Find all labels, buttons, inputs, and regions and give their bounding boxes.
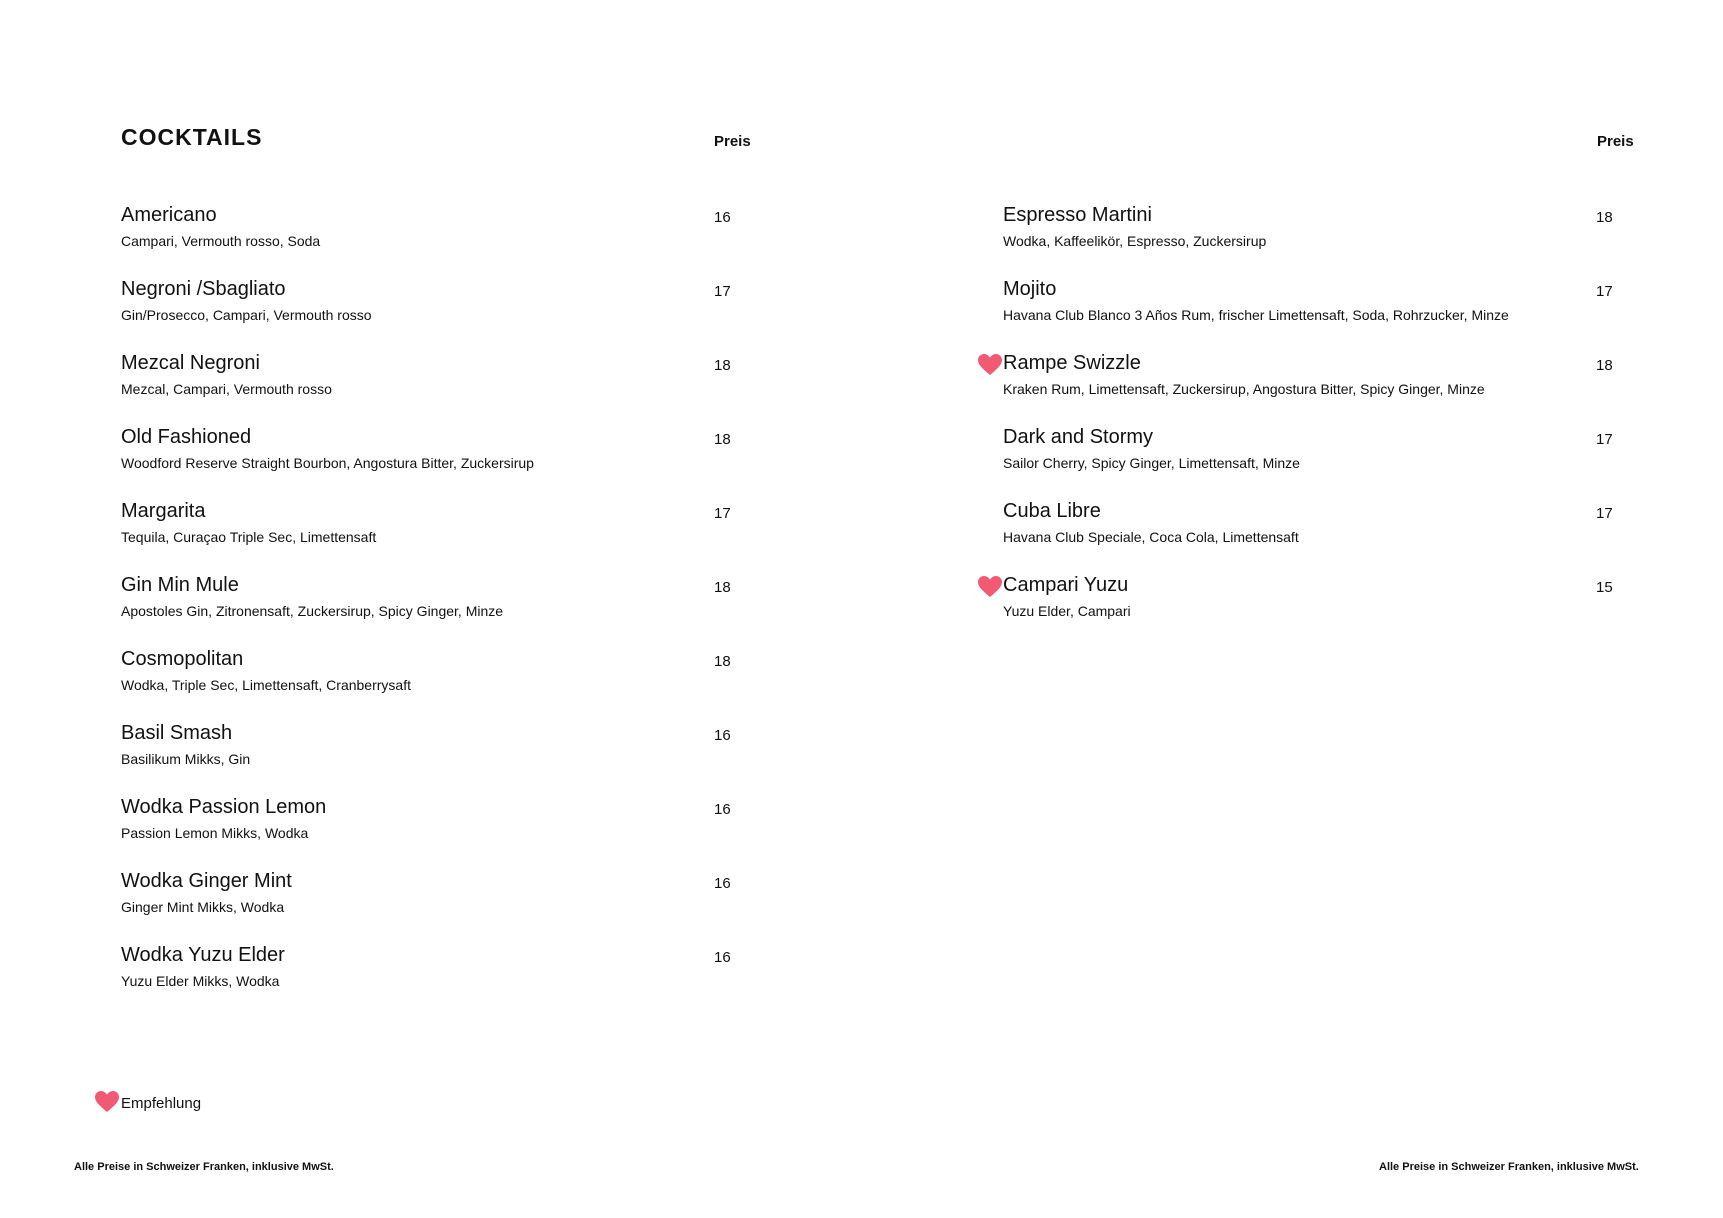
item-description: Wodka, Kaffeelikör, Espresso, Zuckersirup bbox=[1003, 233, 1267, 249]
item-price: 16 bbox=[714, 801, 731, 818]
item-price: 17 bbox=[1596, 283, 1613, 300]
menu-item bbox=[121, 867, 761, 941]
item-price: 18 bbox=[714, 653, 731, 670]
item-price: 16 bbox=[714, 727, 731, 744]
menu-item bbox=[121, 719, 761, 793]
heart-icon bbox=[978, 354, 1002, 376]
item-price: 16 bbox=[714, 209, 731, 226]
left-menu-column bbox=[121, 201, 761, 1015]
item-name: Old Fashioned bbox=[121, 426, 252, 448]
menu-item bbox=[1003, 571, 1643, 645]
heart-icon bbox=[978, 576, 1002, 598]
item-description: Yuzu Elder Mikks, Wodka bbox=[121, 973, 280, 989]
item-name: Cuba Libre bbox=[1003, 500, 1101, 522]
item-name: Rampe Swizzle bbox=[1003, 352, 1141, 374]
menu-item bbox=[121, 349, 761, 423]
item-name: Wodka Yuzu Elder bbox=[121, 944, 285, 966]
item-price: 17 bbox=[714, 283, 731, 300]
right-menu-column bbox=[1003, 201, 1643, 645]
item-name: Mezcal Negroni bbox=[121, 352, 260, 374]
item-price: 17 bbox=[714, 505, 731, 522]
item-price: 18 bbox=[714, 579, 731, 596]
price-column-header-left: Preis bbox=[714, 133, 751, 150]
menu-item bbox=[1003, 349, 1643, 423]
menu-item bbox=[121, 275, 761, 349]
legend-label: Empfehlung bbox=[121, 1095, 202, 1112]
item-price: 16 bbox=[714, 949, 731, 966]
item-description: Tequila, Curaçao Triple Sec, Limettensaft bbox=[121, 529, 377, 545]
item-description: Yuzu Elder, Campari bbox=[1003, 603, 1131, 619]
page-title: COCKTAILS bbox=[121, 124, 263, 150]
menu-item bbox=[121, 497, 761, 571]
item-description: Kraken Rum, Limettensaft, Zuckersirup, Angostura Bitter, Spicy Ginger, Minze bbox=[1003, 381, 1485, 397]
item-name: Negroni /Sbagliato bbox=[121, 278, 286, 300]
item-name: Margarita bbox=[121, 500, 206, 522]
item-name: Dark and Stormy bbox=[1003, 426, 1154, 448]
item-description: Ginger Mint Mikks, Wodka bbox=[121, 899, 285, 915]
item-name: Mojito bbox=[1003, 278, 1057, 300]
item-name: Basil Smash bbox=[121, 722, 233, 744]
item-price: 18 bbox=[714, 431, 731, 448]
item-price: 17 bbox=[1596, 505, 1613, 522]
item-name: Espresso Martini bbox=[1003, 204, 1152, 226]
item-price: 18 bbox=[714, 357, 731, 374]
item-description: Woodford Reserve Straight Bourbon, Angostura Bitter, Zuckersirup bbox=[121, 455, 534, 471]
item-description: Wodka, Triple Sec, Limettensaft, Cranberrysaft bbox=[121, 677, 411, 693]
item-price: 16 bbox=[714, 875, 731, 892]
item-description: Passion Lemon Mikks, Wodka bbox=[121, 825, 309, 841]
menu-item bbox=[121, 423, 761, 497]
footer-note-left: Alle Preise in Schweizer Franken, inklusive MwSt. bbox=[74, 1161, 334, 1173]
item-description: Campari, Vermouth rosso, Soda bbox=[121, 233, 321, 249]
item-description: Apostoles Gin, Zitronensaft, Zuckersirup, Spicy Ginger, Minze bbox=[121, 603, 504, 619]
item-description: Havana Club Blanco 3 Años Rum, frischer Limettensaft, Soda, Rohrzucker, Minze bbox=[1003, 307, 1509, 323]
heart-icon bbox=[95, 1091, 119, 1113]
menu-item bbox=[121, 941, 761, 1015]
menu-item bbox=[1003, 275, 1643, 349]
item-description: Mezcal, Campari, Vermouth rosso bbox=[121, 381, 332, 397]
price-column-header-right: Preis bbox=[1597, 133, 1634, 150]
item-price: 18 bbox=[1596, 209, 1613, 226]
item-description: Basilikum Mikks, Gin bbox=[121, 751, 251, 767]
item-name: Wodka Ginger Mint bbox=[121, 870, 292, 892]
item-name: Wodka Passion Lemon bbox=[121, 796, 327, 818]
item-name: Americano bbox=[121, 204, 217, 226]
item-price: 17 bbox=[1596, 431, 1613, 448]
item-description: Gin/Prosecco, Campari, Vermouth rosso bbox=[121, 307, 372, 323]
item-price: 18 bbox=[1596, 357, 1613, 374]
footer-note-right: Alle Preise in Schweizer Franken, inklusive MwSt. bbox=[1379, 1161, 1639, 1173]
item-description: Sailor Cherry, Spicy Ginger, Limettensaft, Minze bbox=[1003, 455, 1300, 471]
item-name: Campari Yuzu bbox=[1003, 574, 1129, 596]
menu-item bbox=[1003, 423, 1643, 497]
menu-item bbox=[121, 793, 761, 867]
menu-item bbox=[121, 201, 761, 275]
menu-item bbox=[121, 571, 761, 645]
item-description: Havana Club Speciale, Coca Cola, Limettensaft bbox=[1003, 529, 1299, 545]
item-price: 15 bbox=[1596, 579, 1613, 596]
menu-item bbox=[1003, 201, 1643, 275]
menu-item bbox=[121, 645, 761, 719]
item-name: Cosmopolitan bbox=[121, 648, 244, 670]
item-name: Gin Min Mule bbox=[121, 574, 239, 596]
menu-item bbox=[1003, 497, 1643, 571]
